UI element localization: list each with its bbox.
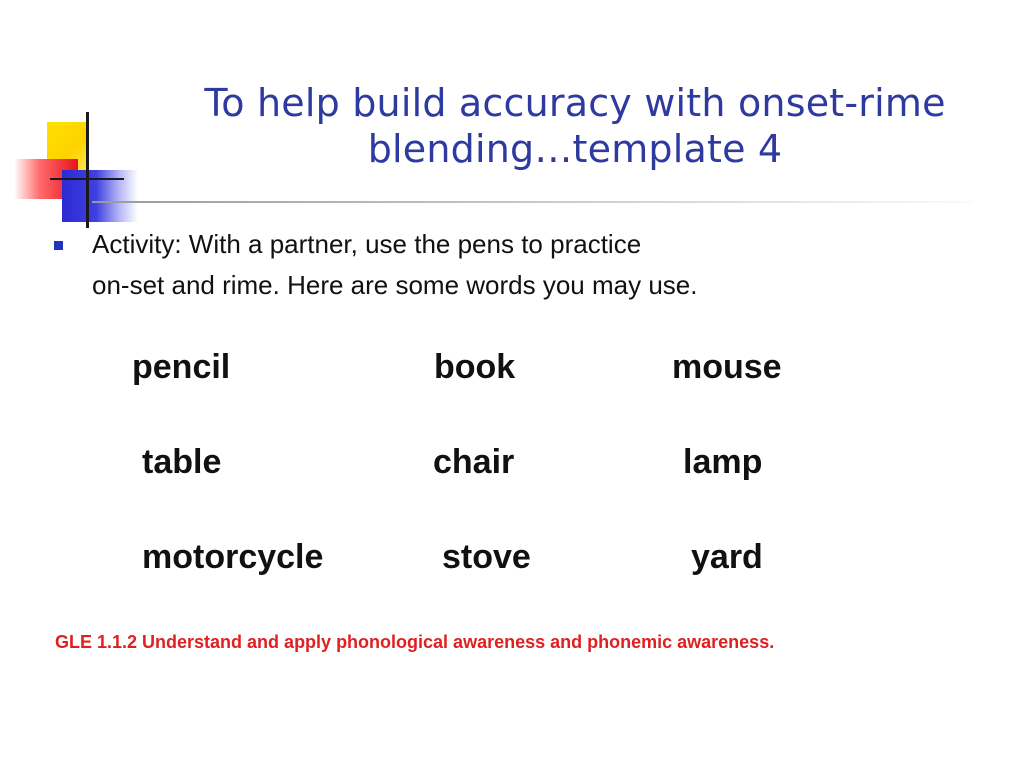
- word-chair: chair: [433, 443, 515, 481]
- word-pencil: pencil: [132, 348, 231, 386]
- word-motorcycle: motorcycle: [142, 538, 324, 576]
- word-lamp: lamp: [683, 443, 763, 481]
- word-yard: yard: [691, 538, 763, 576]
- horizontal-divider: [50, 178, 124, 180]
- word-book: book: [434, 348, 516, 386]
- title-underline: [92, 201, 972, 203]
- bullet-square-icon: [54, 241, 63, 250]
- title-line-1: To help build accuracy with onset-rime: [204, 81, 946, 125]
- word-stove: stove: [442, 538, 531, 576]
- word-mouse: mouse: [672, 348, 782, 386]
- bullet-line-1: Activity: With a partner, use the pens to practice: [92, 229, 642, 259]
- bullet-text: [92, 224, 697, 306]
- title-line-2: blending…template 4: [367, 127, 783, 171]
- slide-title: [140, 80, 1010, 172]
- word-table: table: [142, 443, 222, 481]
- vertical-divider: [86, 112, 89, 228]
- standard-note: GLE 1.1.2 Understand and apply phonological awareness and phonemic awareness.: [55, 632, 775, 652]
- bullet-line-2: on-set and rime. Here are some words you may use.: [92, 270, 698, 300]
- decorative-corner-graphic: [0, 0, 160, 240]
